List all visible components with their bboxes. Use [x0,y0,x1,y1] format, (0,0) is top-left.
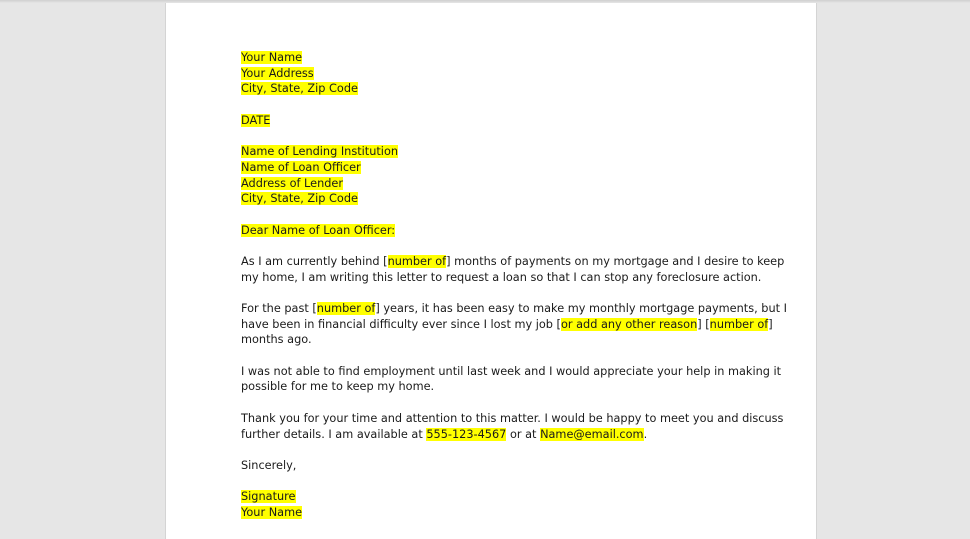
letter-body[interactable] [241,50,787,521]
text-run: ] years, it has been easy to make my monthly mortgage payments, but I [375,302,787,315]
signature-name[interactable]: Your Name [241,505,303,519]
blank-line [241,128,751,144]
blank-line [241,474,751,490]
paragraph-4-line-1[interactable]: Thank you for your time and attention to this matter. I would be happy to meet you and discuss [241,411,784,425]
placeholder-phone[interactable]: 555-123-4567 [426,427,507,441]
paragraph-2-line-2[interactable] [241,317,773,333]
text-run: have been in financial difficulty ever since I lost my job [ [241,317,561,331]
paragraph-2-line-3[interactable]: months ago. [241,333,312,347]
sender-city-state-zip[interactable]: City, State, Zip Code [241,82,358,96]
recipient-address[interactable]: Address of Lender [241,176,344,190]
text-run: ] [768,317,773,331]
paragraph-4-line-2[interactable] [241,427,751,443]
sender-block-name [241,50,751,66]
placeholder-number-of-months[interactable]: number of [387,254,447,268]
sender-address[interactable]: Your Address [241,66,314,80]
paragraph-3-line-1[interactable]: I was not able to find employment until last week and I would appreciate your help in making it [241,364,782,378]
text-run: For the past [ [241,302,317,315]
placeholder-number-of-months-ago[interactable]: number of [709,317,769,331]
blank-line [241,442,751,458]
placeholder-other-reason[interactable]: or add any other reason [560,317,698,331]
blank-line [241,395,751,411]
text-run: further details. I am available at [241,427,427,441]
paragraph-1-line-1[interactable] [241,254,785,270]
paragraph-1-line-2[interactable]: my home, I am writing this letter to request a loan so that I can stop any foreclosure action. [241,270,762,284]
document-page[interactable] [165,3,817,539]
salutation[interactable]: Dear Name of Loan Officer: [241,223,396,237]
paragraph-3-line-2[interactable]: possible for me to keep my home. [241,380,435,394]
paragraph-2-line-1[interactable] [241,301,787,317]
letter-date[interactable]: DATE [241,113,271,127]
text-run: ] months of payments on my mortgage and I desire to keep [446,254,785,268]
recipient-city-state-zip[interactable]: City, State, Zip Code [241,192,358,206]
blank-line [241,207,751,223]
sender-name[interactable]: Your Name [241,51,303,64]
text-run: ] [ [697,317,710,331]
placeholder-number-of-years[interactable]: number of [316,302,376,315]
text-run: . [643,427,648,441]
signature-placeholder[interactable]: Signature [241,490,296,504]
blank-line [241,238,751,254]
recipient-officer[interactable]: Name of Loan Officer [241,160,361,174]
text-run: As I am currently behind [ [241,254,388,268]
text-run: or at [506,427,541,441]
placeholder-email[interactable]: Name@email.com [540,427,644,441]
blank-line [241,348,751,364]
closing[interactable]: Sincerely, [241,458,297,472]
blank-line [241,97,751,113]
recipient-institution[interactable]: Name of Lending Institution [241,145,399,159]
blank-line [241,285,751,301]
